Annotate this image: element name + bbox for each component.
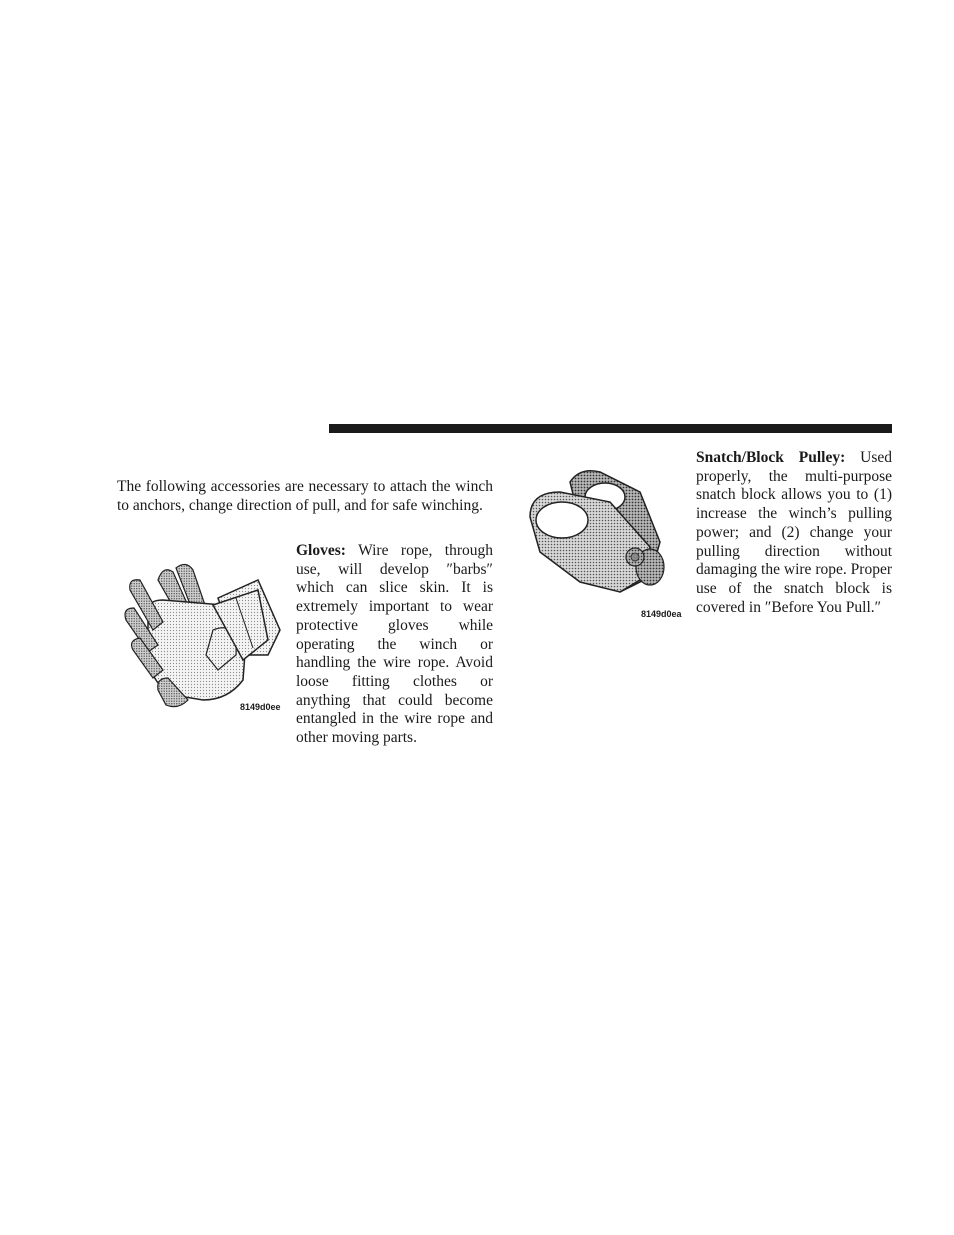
pulley-paragraph (696, 449, 892, 617)
intro-paragraph: The following accessories are necessary to attach the winch to anchors, change direction of pull, and for safe winching. (117, 478, 493, 514)
pulley-figure (520, 462, 690, 622)
gloves-label: Gloves: (296, 542, 346, 559)
section-header-bar (329, 424, 892, 433)
pulley-description: Used properly, the multi-purpose snatch block allows you to (1) increase the winch’s pulling power; and (2) change your pulling direction without damaging the wire rope. Proper use of the snatch block is covered in ″Before You Pull.″ (696, 449, 892, 616)
pulley-label: Snatch/Block Pulley: (696, 449, 846, 466)
gloves-figure-code: 8149d0ee (240, 702, 281, 712)
gloves-description: Wire rope, through use, will develop ″barbs″ which can slice skin. It is extremely important to wear protective gloves while operating the winch or handling the wire rope. Avoid loose fitting clothes or anything that could become entangled in the wire rope and other moving parts. (296, 542, 493, 747)
gloves-paragraph (296, 542, 493, 748)
gloves-icon (118, 560, 288, 715)
gloves-figure (118, 560, 288, 715)
snatch-block-icon (520, 462, 690, 622)
pulley-figure-code: 8149d0ea (641, 609, 682, 619)
